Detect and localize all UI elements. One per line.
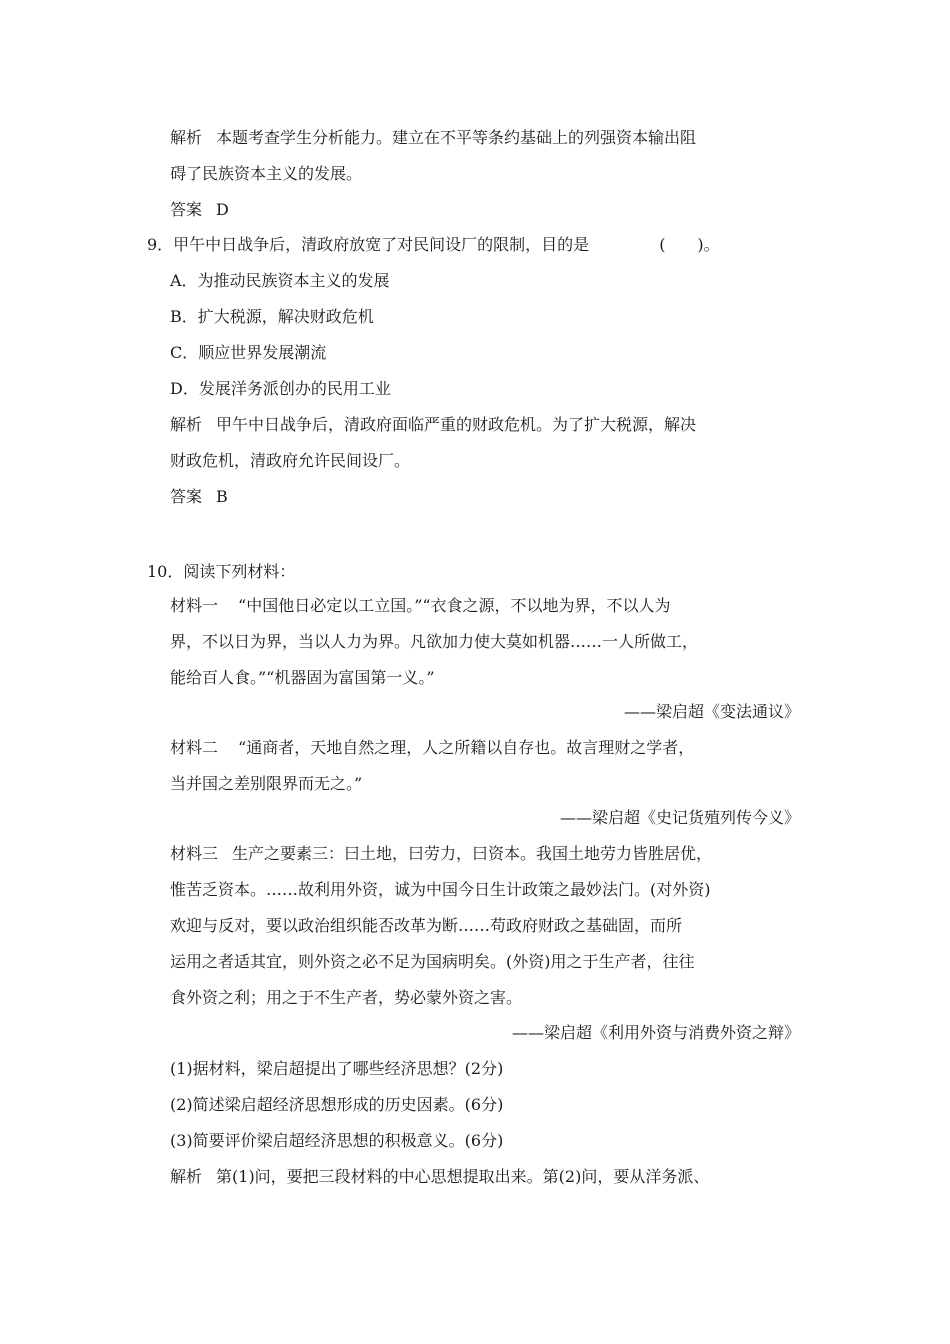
q8-answer-value: D	[216, 200, 229, 219]
q10-material1-text1: “中国他日必定以工立国。”“衣食之源，不以地为界，不以人为	[238, 596, 671, 615]
q10-material3-line1	[170, 844, 712, 864]
q10-question-3: (3)简要评价梁启超经济思想的积极意义。(6分)	[170, 1131, 504, 1150]
q8-analysis-line1	[170, 128, 696, 148]
q10-stem: 10．阅读下列材料：	[147, 562, 296, 581]
q9-analysis-label: 解析	[170, 415, 203, 434]
q9-analysis-line1	[170, 415, 696, 435]
q10-material3-line4: 运用之者适其宜，则外资之必不足为国病明矣。(外资)用之于生产者，往往	[170, 952, 695, 971]
q9-answer-value: B	[216, 487, 228, 506]
q10-analysis-label: 解析	[170, 1167, 203, 1186]
q9-analysis-line2: 财政危机，清政府允许民间设厂。	[170, 451, 411, 470]
q10-material1-line3: 能给百人食。”“机器固为富国第一义。”	[170, 668, 435, 687]
q9-stem-line	[147, 235, 720, 255]
q10-material3-line5: 食外资之利；用之于不生产者，势必蒙外资之害。	[170, 988, 523, 1007]
q10-material1-source: ——梁启超《变法通议》	[623, 702, 800, 721]
q10-material2-line1	[170, 738, 694, 758]
q9-answer-paren: ( )。	[659, 235, 720, 254]
q10-material2-label: 材料二	[170, 738, 219, 757]
q10-material3-line3: 欢迎与反对，要以政治组织能否改革为断……苟政府财政之基础固，而所	[170, 916, 683, 935]
q8-answer-label: 答案	[170, 200, 203, 219]
q10-material2-line2: 当并国之差别限界而无之。”	[170, 774, 363, 793]
q9-option-d: D．发展洋务派创办的民用工业	[170, 379, 391, 398]
q10-material3-label: 材料三	[170, 844, 219, 863]
q8-analysis-text1: 本题考查学生分析能力。建立在不平等条约基础上的列强资本输出阻	[216, 128, 697, 147]
q10-material2-source: ——梁启超《史记货殖列传今义》	[559, 808, 800, 827]
q8-analysis-line2: 碍了民族资本主义的发展。	[170, 164, 363, 183]
q10-material1-label: 材料一	[170, 596, 219, 615]
q10-material3-text1: 生产之要素三：曰土地，曰劳力，曰资本。我国土地劳力皆胜居优，	[232, 844, 713, 863]
q9-answer-label: 答案	[170, 487, 203, 506]
q10-analysis-line1	[170, 1167, 709, 1187]
q9-option-c: C．顺应世界发展潮流	[170, 343, 327, 362]
q10-question-1: (1)据材料，梁启超提出了哪些经济思想？(2分)	[170, 1059, 504, 1078]
q9-option-a: A．为推动民族资本主义的发展	[170, 271, 390, 290]
q10-material3-source: ——梁启超《利用外资与消费外资之辩》	[511, 1023, 800, 1042]
q10-material1-line1	[170, 596, 671, 616]
q10-material1-line2: 界，不以日为界，当以人力为界。凡欲加力使大莫如机器……一人所做工，	[170, 632, 699, 651]
q10-analysis-text1: 第(1)问，要把三段材料的中心思想提取出来。第(2)问，要从洋务派、	[216, 1167, 710, 1186]
q10-question-2: (2)简述梁启超经济思想形成的历史因素。(6分)	[170, 1095, 504, 1114]
q10-material3-line2: 惟苦乏资本。……故利用外资，诚为中国今日生计政策之最妙法门。(对外资)	[170, 880, 711, 899]
q8-answer	[170, 200, 229, 220]
q8-analysis-label: 解析	[170, 128, 203, 147]
q9-analysis-text1: 甲午中日战争后，清政府面临严重的财政危机。为了扩大税源，解决	[216, 415, 697, 434]
q9-stem: 9．甲午中日战争后，清政府放宽了对民间设厂的限制，目的是	[147, 235, 590, 254]
q9-answer	[170, 487, 228, 507]
q10-material2-text1: “通商者，天地自然之理，人之所籍以自存也。故言理财之学者，	[238, 738, 695, 757]
q9-option-b: B．扩大税源，解决财政危机	[170, 307, 374, 326]
